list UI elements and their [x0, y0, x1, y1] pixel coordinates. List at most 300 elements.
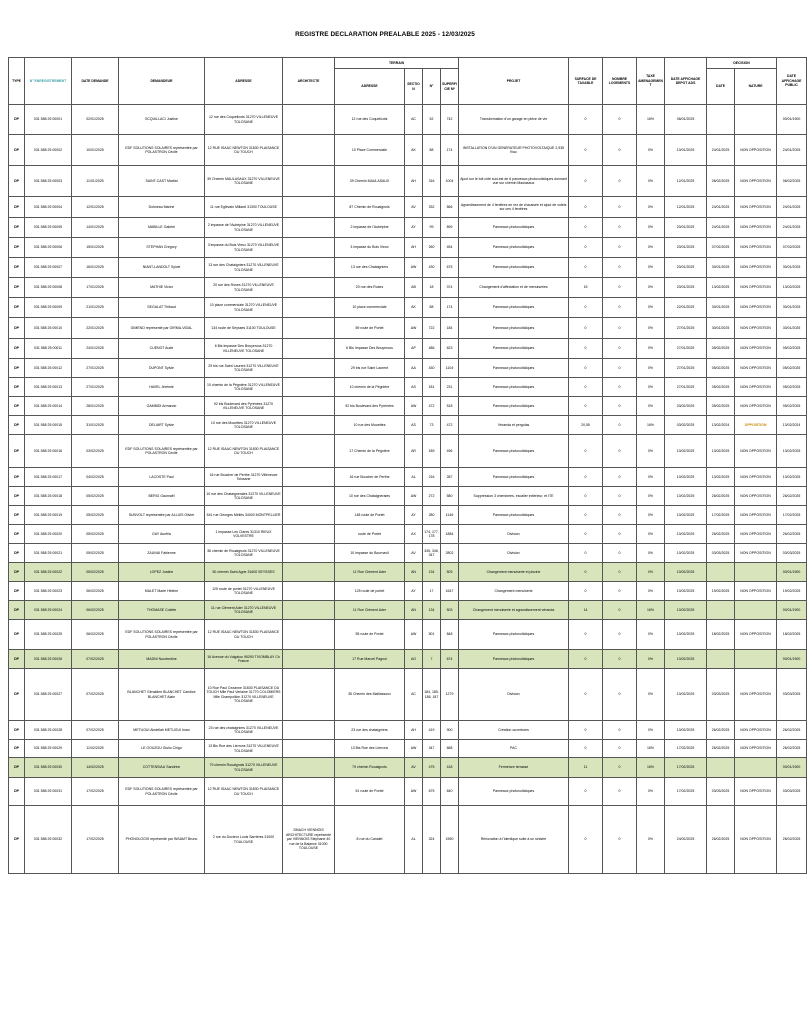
row-projet: Changement d'affectation et de menuiseries [459, 278, 569, 298]
row-numero: 419 [423, 721, 441, 740]
row-architecte [283, 721, 335, 740]
row-logements: 0 [603, 778, 637, 806]
row-adresse: 125 route de portet 31270 VILLENEUVE TOLOSANE [205, 582, 283, 601]
row-logements: 0 [603, 563, 637, 582]
row-demandeur: SCQUILLACI Justine [119, 105, 205, 135]
row-affichage-depot: 10/01/2025 [665, 135, 707, 166]
row-adresse: 10 chemin de la Pégnière 31270 VILLENEUVE TOLOSANE [205, 378, 283, 397]
table-row [9, 525, 807, 544]
row-architecte [283, 218, 335, 238]
row-terrain-adresse: 10 rue des Chataigneraies [335, 487, 405, 506]
row-surface: 0 [569, 258, 603, 278]
row-terrain-adresse: 8 rue du Canalet [335, 806, 405, 874]
row-projet: INSTALLATION D'UN GENERATEUR PHOTOVOLTAIQUE 2,935 Kwc [459, 135, 569, 166]
row-affichage-public: 05/02/2025 [777, 339, 807, 359]
row-logements: 0 [603, 397, 637, 416]
row-type: DP [9, 650, 25, 669]
row-affichage-public: 03/03/2025 [777, 544, 807, 563]
row-adresse: 20 rue des Roses 31270 VILLENEUVE TOLOSANE [205, 278, 283, 298]
row-surface: 0 [569, 359, 603, 378]
row-architecte [283, 135, 335, 166]
row-date: 15/01/2025 [72, 238, 119, 258]
row-section: AY [405, 218, 423, 238]
row-num: 031 588 25 00017 [25, 468, 72, 487]
row-num: 031 588 25 00007 [25, 258, 72, 278]
row-date: 31/01/2025 [72, 416, 119, 435]
row-demandeur: BLANCHET Géraldine BLANCHET Candice BLANCHET Alain [119, 669, 205, 721]
row-taxe: 0% [637, 166, 665, 197]
row-logements: 0 [603, 105, 637, 135]
row-section: AW [405, 258, 423, 278]
row-terrain-adresse: route de Portet [335, 525, 405, 544]
row-logements: 0 [603, 740, 637, 758]
row-decision-nature: NON OPPOSITION [735, 197, 777, 218]
row-logements: 0 [603, 258, 637, 278]
row-date: 02/01/2025 [72, 105, 119, 135]
row-numero: 18 [423, 278, 441, 298]
row-taxe: 0% [637, 359, 665, 378]
row-architecte [283, 468, 335, 487]
row-numero: 52 [423, 105, 441, 135]
row-demandeur: Dolmeau Marine [119, 197, 205, 218]
row-affichage-public: 26/02/2025 [777, 806, 807, 874]
row-affichage-public: 13/02/2025 [777, 435, 807, 468]
row-terrain-adresse: 11 Rue Clément Ader [335, 601, 405, 620]
row-logements: 0 [603, 650, 637, 669]
row-taxe: 16% [637, 416, 665, 435]
row-terrain-adresse: 79 chemin Rouaignols [335, 758, 405, 778]
row-surface: 0 [569, 238, 603, 258]
row-date: 17/02/2025 [72, 806, 119, 874]
row-decision-date: 26/02/2025 [707, 740, 735, 758]
row-section: AB [405, 278, 423, 298]
row-terrain-adresse: 35 Chemin des Maillassoux [335, 669, 405, 721]
row-decision-date: 13/02/2025 [707, 468, 735, 487]
row-adresse: 36 chemin de Rouaignols 31270 VILLENEUVE TOLOSANE [205, 544, 283, 563]
col-adresse: ADRESSE [205, 58, 283, 105]
table-row [9, 669, 807, 721]
row-date: 17/01/2025 [72, 278, 119, 298]
row-superficie: 668 [441, 740, 459, 758]
row-demandeur: THOMASE Colette [119, 601, 205, 620]
row-taxe: 0% [637, 620, 665, 650]
row-superficie: 418 [441, 758, 459, 778]
row-type: DP [9, 166, 25, 197]
row-architecte [283, 506, 335, 525]
row-affichage-depot: 20/01/2025 [665, 238, 707, 258]
row-surface: 0 [569, 218, 603, 238]
col-decision: DECISION [707, 58, 777, 69]
row-affichage-depot: 10/02/2025 [665, 582, 707, 601]
row-affichage-depot: 20/01/2025 [665, 278, 707, 298]
row-affichage-depot: 27/01/2025 [665, 339, 707, 359]
row-architecte [283, 278, 335, 298]
row-superficie: 184 [441, 318, 459, 339]
row-decision-nature: NON OPPOSITION [735, 544, 777, 563]
row-architecte [283, 582, 335, 601]
row-date: 07/02/2025 [72, 721, 119, 740]
row-adresse: 12 RUE ISAAC NEWTON 31830 PLAISANCE DU TOUCH [205, 135, 283, 166]
row-projet: Changement menuiserie et agrandissement véranda [459, 601, 569, 620]
row-numero: 347 [423, 740, 441, 758]
row-taxe: 0% [637, 435, 665, 468]
row-terrain-adresse: 10 impasse du Bournavil [335, 544, 405, 563]
row-affichage-public: 03/03/2025 [777, 669, 807, 721]
row-affichage-depot: 10/02/2025 [665, 563, 707, 582]
row-projet: Suppression 3 cheminées, escalier extérieur, et ITE [459, 487, 569, 506]
row-section: AW [405, 487, 423, 506]
row-section: AN [405, 563, 423, 582]
row-date: 11/02/2025 [72, 740, 119, 758]
row-affichage-public: 13/02/2025 [777, 278, 807, 298]
row-taxe: 0% [637, 506, 665, 525]
row-decision-nature: NON OPPOSITION [735, 339, 777, 359]
row-type: DP [9, 359, 25, 378]
row-decision-date: 07/02/2025 [707, 238, 735, 258]
row-taxe: 0% [637, 298, 665, 318]
row-date: 05/02/2025 [72, 544, 119, 563]
table-row [9, 416, 807, 435]
table-row [9, 318, 807, 339]
col-date-demande: DATE DEMANDE [72, 58, 119, 105]
row-decision-nature: NON OPPOSITION [735, 298, 777, 318]
row-decision-nature: NON OPPOSITION [735, 806, 777, 874]
row-demandeur: HAVEL Jérémie [119, 378, 205, 397]
row-decision-date: 17/02/2025 [707, 506, 735, 525]
table-row [9, 721, 807, 740]
row-projet: Changement menuiserie et piscine [459, 563, 569, 582]
row-affichage-depot: 10/02/2025 [665, 544, 707, 563]
row-demandeur: SEGALAT Thibaut [119, 298, 205, 318]
row-surface: 0 [569, 197, 603, 218]
row-demandeur: STEPHAN Gregory [119, 238, 205, 258]
row-terrain-adresse: 92 bis Boulevard des Pyrénées [335, 397, 405, 416]
document-title: REGISTRE DECLARATION PREALABLE 2025 - 12/03/2025 [295, 31, 475, 38]
row-decision-nature [735, 601, 777, 620]
row-decision-nature [735, 758, 777, 778]
row-taxe: 0% [637, 197, 665, 218]
row-superficie: 1647 [441, 582, 459, 601]
row-adresse: 92 bis Boulevard des Pyrénées 31270 VILLENEUVE TOLOSANE [205, 397, 283, 416]
table-row [9, 278, 807, 298]
row-affichage-public: 06/02/2025 [777, 166, 807, 197]
row-date: 06/02/2025 [72, 601, 119, 620]
row-affichage-public: 00/01/1900 [777, 105, 807, 135]
row-decision-nature: NON OPPOSITION [735, 721, 777, 740]
row-terrain-adresse: 148 route de Portet [335, 506, 405, 525]
row-decision-nature: NON OPPOSITION [735, 740, 777, 758]
row-surface: 14 [569, 601, 603, 620]
row-demandeur: GIMENO représenté par GIRMA-VIDAL [119, 318, 205, 339]
row-terrain-adresse: 87 Chemin de Rouaignols [335, 197, 405, 218]
row-architecte [283, 397, 335, 416]
row-demandeur: MABILLE Gabriel [119, 218, 205, 238]
row-logements: 0 [603, 468, 637, 487]
row-decision-date: 24/01/2025 [707, 218, 735, 238]
row-num: 031 588 25 00012 [25, 359, 72, 378]
row-superficie: 2802 [441, 544, 459, 563]
row-logements: 0 [603, 806, 637, 874]
row-projet: Panneaux photovoltaïques [459, 218, 569, 238]
row-adresse: 11 rue Clément Ader 31270 VILLENEUVE TOLOSANE [205, 601, 283, 620]
row-numero: 722 [423, 318, 441, 339]
row-affichage-public: 24/01/2025 [777, 197, 807, 218]
row-num: 031 588 25 00029 [25, 740, 72, 758]
row-type: DP [9, 778, 25, 806]
row-decision-nature: NON OPPOSITION [735, 278, 777, 298]
row-architecte [283, 105, 335, 135]
row-affichage-public: 30/01/2025 [777, 318, 807, 339]
row-terrain-adresse: 6 Bis Impasse Des Bouyerous [335, 339, 405, 359]
row-adresse: 3 impasse du Bois Vieux 31270 VILLENEUVE TOLOSANE [205, 238, 283, 258]
row-taxe: 0% [637, 525, 665, 544]
row-decision-date [707, 563, 735, 582]
row-decision-date: 05/02/2025 [707, 359, 735, 378]
row-surface: 0 [569, 135, 603, 166]
row-logements: 0 [603, 435, 637, 468]
row-section: AW [405, 620, 423, 650]
row-taxe: 0% [637, 721, 665, 740]
row-type: DP [9, 544, 25, 563]
row-section: AS [405, 416, 423, 435]
row-decision-date: 18/02/2025 [707, 620, 735, 650]
row-architecte [283, 318, 335, 339]
row-taxe: 0% [637, 468, 665, 487]
row-logements: 0 [603, 758, 637, 778]
row-adresse: 6 Bis Impasse Des Bouyerous 31270 VILLENEUVE TOLOSANE [205, 339, 283, 359]
row-numero: 430 [423, 359, 441, 378]
row-num: 031 588 25 00027 [25, 669, 72, 721]
row-superficie: 640 [441, 778, 459, 806]
row-logements: 0 [603, 339, 637, 359]
row-demandeur: SAINT-CAST Martial [119, 166, 205, 197]
row-projet: Panneaux photovoltaïques [459, 650, 569, 669]
row-section: AX [405, 525, 423, 544]
row-decision-nature: NON OPPOSITION [735, 218, 777, 238]
row-terrain-adresse: 125 route de portet [335, 582, 405, 601]
row-affichage-depot: 17/02/2025 [665, 778, 707, 806]
row-projet: Panneaux photovoltaïques [459, 506, 569, 525]
row-num: 031 588 25 00018 [25, 487, 72, 506]
row-demandeur: BERIG Gaumaël [119, 487, 205, 506]
row-logements: 0 [603, 721, 637, 740]
row-date: 14/01/2025 [72, 218, 119, 238]
row-demandeur: DELIART Sylvie [119, 416, 205, 435]
row-demandeur: CUENOT Aude [119, 339, 205, 359]
row-projet: Panneaux photovoltaïques [459, 298, 569, 318]
table-row [9, 563, 807, 582]
row-taxe: 0% [637, 806, 665, 874]
row-type: DP [9, 197, 25, 218]
row-surface: 0 [569, 166, 603, 197]
row-affichage-public: 00/01/1900 [777, 601, 807, 620]
row-taxe: 0% [637, 278, 665, 298]
row-decision-date: 24/01/2025 [707, 197, 735, 218]
row-architecte [283, 339, 335, 359]
row-decision-date: 05/02/2025 [707, 378, 735, 397]
row-taxe: 0% [637, 650, 665, 669]
row-decision-date [707, 601, 735, 620]
table-row [9, 166, 807, 197]
row-decision-date: 03/03/2025 [707, 669, 735, 721]
row-affichage-depot: 22/01/2025 [665, 298, 707, 318]
table-row [9, 740, 807, 758]
row-demandeur: LOPEZ Justine [119, 563, 205, 582]
row-affichage-depot: 10/02/2025 [665, 620, 707, 650]
row-decision-nature: NON OPPOSITION [735, 359, 777, 378]
row-affichage-public: 00/01/1900 [777, 758, 807, 778]
row-demandeur: LACOSTE Paul [119, 468, 205, 487]
row-projet: Panneaux photovoltaïques [459, 258, 569, 278]
row-type: DP [9, 582, 25, 601]
row-date: 14/02/2025 [72, 758, 119, 778]
row-superficie: 454 [441, 238, 459, 258]
row-type: DP [9, 468, 25, 487]
table-row [9, 435, 807, 468]
row-affichage-public: 00/01/1900 [777, 563, 807, 582]
row-architecte [283, 416, 335, 435]
row-date: 27/01/2025 [72, 359, 119, 378]
row-surface: 0 [569, 669, 603, 721]
row-taxe: 16% [637, 758, 665, 778]
row-numero: 280 [423, 506, 441, 525]
row-type: DP [9, 487, 25, 506]
row-affichage-public: 30/01/2025 [777, 298, 807, 318]
row-numero: 332 [423, 197, 441, 218]
row-type: DP [9, 378, 25, 397]
col-architecte: ARCHITECTE [283, 58, 335, 105]
row-surface: 15 [569, 278, 603, 298]
row-date: 05/02/2025 [72, 487, 119, 506]
row-taxe: 0% [637, 563, 665, 582]
row-architecte [283, 166, 335, 197]
row-numero: 134 [423, 601, 441, 620]
row-type: DP [9, 339, 25, 359]
row-adresse: 12 rue des Coquelicots 31270 VILLENEUVE TOLOSANE [205, 105, 283, 135]
row-affichage-depot: 10/02/2025 [665, 650, 707, 669]
row-num: 031 588 25 00001 [25, 105, 72, 135]
row-superficie: 899 [441, 218, 459, 238]
row-logements: 0 [603, 359, 637, 378]
row-numero: 174, 177, 178 [423, 525, 441, 544]
row-section: AL [405, 806, 423, 874]
row-architecte [283, 563, 335, 582]
row-num: 031 588 25 00002 [25, 135, 72, 166]
table-row [9, 487, 807, 506]
row-type: DP [9, 435, 25, 468]
row-section: AV [405, 758, 423, 778]
table-row [9, 339, 807, 359]
table-row [9, 758, 807, 778]
row-taxe: 0% [637, 218, 665, 238]
row-architecte [283, 778, 335, 806]
row-numero: 88 [423, 135, 441, 166]
row-terrain-adresse: 12 rue des Coquelicots [335, 105, 405, 135]
row-section: AK [405, 135, 423, 166]
row-date: 05/02/2025 [72, 525, 119, 544]
row-type: DP [9, 258, 25, 278]
row-adresse: 79 chemin Rouaignols 31270 VILLENEUVE TOLOSANE [205, 758, 283, 778]
row-numero: 675 [423, 778, 441, 806]
row-date: 04/02/2025 [72, 468, 119, 487]
row-date: 17/02/2025 [72, 778, 119, 806]
row-affichage-public: 26/02/2025 [777, 525, 807, 544]
row-taxe: 16% [637, 740, 665, 758]
row-decision-nature: NON OPPOSITION [735, 582, 777, 601]
row-surface: 11 [569, 758, 603, 778]
row-demandeur: METUGUI Abdellah METUGUI Iman [119, 721, 205, 740]
row-adresse: 13 Bis Rue des Lierrons 31270 VILLENEUVE TOLOSANE [205, 740, 283, 758]
row-decision-nature [735, 563, 777, 582]
row-section: AV [405, 544, 423, 563]
row-affichage-public: 05/02/2025 [777, 359, 807, 378]
table-row [9, 197, 807, 218]
row-terrain-adresse: 10 Place Commerciale [335, 135, 405, 166]
row-surface: 0 [569, 544, 603, 563]
row-decision-nature: NON OPPOSITION [735, 435, 777, 468]
row-terrain-adresse: 11 Rue Clément Ader [335, 563, 405, 582]
row-surface: 0 [569, 506, 603, 525]
row-affichage-public: 13/02/2024 [777, 416, 807, 435]
row-decision-nature: NON OPPOSITION [735, 669, 777, 721]
row-projet: Division [459, 544, 569, 563]
row-adresse: 12 RUE ISAAC NEWTON 31830 PLAISANCE DU TOUCH [205, 778, 283, 806]
col-projet: PROJET [459, 58, 569, 105]
row-terrain-adresse: 13 Bis Rue des Lierrons [335, 740, 405, 758]
row-projet: Véranda et pergolas [459, 416, 569, 435]
row-date: 22/01/2025 [72, 318, 119, 339]
row-taxe: 0% [637, 135, 665, 166]
row-demandeur: PHONOLOGIS représenté par INSAMT Bruno [119, 806, 205, 874]
row-section: AR [405, 435, 423, 468]
row-section: AA [405, 359, 423, 378]
row-affichage-depot: 10/02/2025 [665, 601, 707, 620]
row-superficie: 566 [441, 197, 459, 218]
row-type: DP [9, 806, 25, 874]
row-numero: 73 [423, 416, 441, 435]
row-num: 031 588 25 00023 [25, 582, 72, 601]
row-architecte [283, 487, 335, 506]
row-num: 031 588 25 00006 [25, 238, 72, 258]
row-architecte [283, 298, 335, 318]
col-terrain-adresse: ADRESSE [335, 69, 405, 105]
row-terrain-adresse: 10 place commerciale [335, 298, 405, 318]
col-surface: SURFACE DE TAXABLE [569, 58, 603, 105]
table-row [9, 582, 807, 601]
col-section: SECTIO N [405, 69, 423, 105]
row-numero: 260 [423, 238, 441, 258]
row-decision-date: 24/01/2025 [707, 135, 735, 166]
table-row [9, 298, 807, 318]
row-numero: 486 [423, 339, 441, 359]
row-architecte [283, 258, 335, 278]
row-demandeur: NIANT-LANDOLT Sylvie [119, 258, 205, 278]
row-numero: 184, 185, 186, 187 [423, 669, 441, 721]
row-projet: PAC [459, 740, 569, 758]
row-superficie: 518 [441, 397, 459, 416]
row-type: DP [9, 397, 25, 416]
row-terrain-adresse: 2 impasse de l'Aubépine [335, 218, 405, 238]
row-decision-nature: NON OPPOSITION [735, 166, 777, 197]
row-logements: 0 [603, 378, 637, 397]
row-superficie: 503 [441, 601, 459, 620]
row-projet: Changement menuiserie [459, 582, 569, 601]
row-affichage-depot: 17/02/2025 [665, 740, 707, 758]
row-decision-nature: NON OPPOSITION [735, 397, 777, 416]
row-surface: 0 [569, 487, 603, 506]
row-terrain-adresse: 20 rue des Roses [335, 278, 405, 298]
row-decision-nature: NON OPPOSITION [735, 238, 777, 258]
